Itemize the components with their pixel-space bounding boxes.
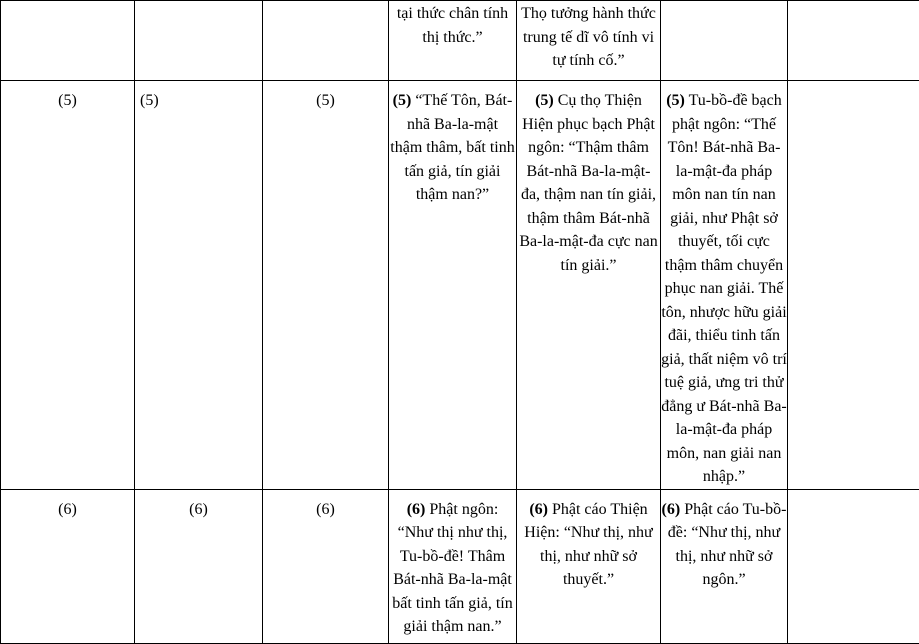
table-cell <box>263 81 389 490</box>
table-cell <box>661 1 788 81</box>
cell-text: (6) <box>58 501 77 518</box>
table-cell <box>788 1 919 81</box>
table-cell <box>788 489 919 643</box>
cell-text: Phật cáo Tu-bồ-đề: “Như thị, như thị, như nhữ sở ngôn.” <box>668 501 787 589</box>
table-cell <box>389 81 517 490</box>
cell-text: “Thế Tôn, Bát-nhã Ba-la-mật thậm thâm, bất tinh tấn giả, tín giải thậm nan?” <box>390 92 514 203</box>
table-row <box>1 81 919 490</box>
table-cell <box>263 489 389 643</box>
table-row <box>1 489 919 643</box>
table-cell <box>263 1 389 81</box>
cell-text: Thọ tưởng hành thức trung tế dĩ vô tính vi tự tính cố.” <box>521 5 656 69</box>
cell-text: (6) <box>316 501 335 518</box>
table-cell <box>1 489 135 643</box>
table-cell <box>517 489 661 643</box>
cell-text: Phật ngôn: “Như thị như thị, Tu-bồ-đề! Thâm Bát-nhã Ba-la-mật bất tinh tấn giả, tín giải thậm nan.” <box>392 501 512 636</box>
table-cell <box>661 81 788 490</box>
table-cell <box>389 1 517 81</box>
table-row <box>1 1 919 81</box>
table-cell <box>517 1 661 81</box>
cell-text: Phật cáo Thiện Hiện: “Như thị, như thị, như nhữ sở thuyết.” <box>524 501 652 589</box>
cell-text: (5) <box>58 92 77 109</box>
table-cell <box>389 489 517 643</box>
cell-text: Cụ thọ Thiện Hiện phục bạch Phật ngôn: “Thậm thâm Bát-nhã Ba-la-mật-đa, thậm nan tín giải, thậm thâm Bát-nhã Ba-la-mật-đa cực nan tín giải.” <box>519 92 657 274</box>
item-number: (5) <box>393 92 412 109</box>
table-cell <box>1 81 135 490</box>
item-number: (6) <box>662 501 681 518</box>
cell-text: (5) <box>140 92 159 109</box>
table-cell <box>1 1 135 81</box>
table-cell <box>135 489 263 643</box>
cell-text: tại thức chân tính thị thức.” <box>397 5 508 46</box>
table-cell <box>788 81 919 490</box>
cell-text: (6) <box>189 501 208 518</box>
cell-text: Tu-bồ-đề bạch phật ngôn: “Thế Tôn! Bát-nhã Ba-la-mật-đa pháp môn nan tín nan giải, như Phật sở thuyết, tối cực thậm thâm chuyển phục nan giải. Thế tôn, nhược hữu giải đãi, thiểu tinh tấn giả, thất niệm vô trí tuệ giả, ưng tri thử đẳng ư Bát-nhã Ba-la-mật-đa pháp môn, nan giải nan nhập.” <box>661 92 787 485</box>
table-cell <box>135 1 263 81</box>
table-cell <box>135 81 263 490</box>
item-number: (6) <box>529 501 548 518</box>
item-number: (6) <box>407 501 426 518</box>
item-number: (5) <box>535 92 554 109</box>
item-number: (5) <box>666 92 685 109</box>
table-cell <box>661 489 788 643</box>
cell-text: (5) <box>316 92 335 109</box>
table-cell <box>517 81 661 490</box>
